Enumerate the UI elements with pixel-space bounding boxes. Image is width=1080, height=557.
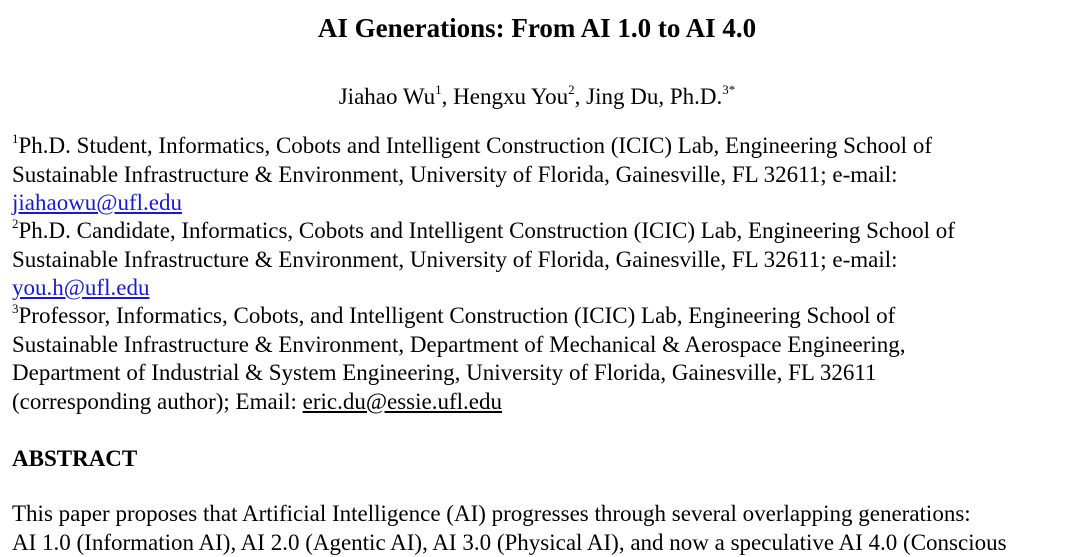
affiliation-text: Ph.D. Student, Informatics, Cobots and Intelligent Construction (ICIC) Lab, Engineering School of	[19, 133, 932, 158]
author-affiliation-marker: 1	[435, 82, 442, 97]
affiliation-marker: 1	[12, 131, 19, 146]
affiliation-text: Department of Industrial & System Engineering, University of Florida, Gainesville, FL 32611	[12, 360, 876, 385]
author-separator: ,	[442, 84, 454, 109]
affiliation-line	[12, 331, 1062, 360]
affiliation-line	[12, 246, 1062, 275]
author-name: Hengxu You	[453, 84, 568, 109]
affiliation-line	[12, 388, 1062, 417]
email-link[interactable]: you.h@ufl.edu	[12, 275, 149, 300]
affiliation-line	[12, 217, 1062, 246]
abstract-line: This paper proposes that Artificial Intelligence (AI) progresses through several overlapping generations:	[12, 500, 1062, 529]
author-separator: ,	[575, 84, 587, 109]
affiliation-2	[12, 217, 1062, 303]
affiliation-text: Ph.D. Candidate, Informatics, Cobots and Intelligent Construction (ICIC) Lab, Engineering School of	[19, 218, 955, 243]
abstract-heading: ABSTRACT	[12, 444, 137, 474]
affiliation-3	[12, 302, 1062, 416]
affiliation-text: (corresponding author); Email:	[12, 389, 303, 414]
author-name: Jing Du, Ph.D.	[586, 84, 722, 109]
affiliation-line	[12, 161, 1062, 190]
affiliation-line	[12, 132, 1062, 161]
affiliation-line	[12, 359, 1062, 388]
affiliation-marker: 2	[12, 216, 19, 231]
affiliation-line	[12, 189, 1062, 218]
affiliation-line	[12, 302, 1062, 331]
abstract-line: AI 1.0 (Information AI), AI 2.0 (Agentic AI), AI 3.0 (Physical AI), and now a speculative AI 4.0 (Conscious	[12, 529, 1062, 557]
affiliation-text: Sustainable Infrastructure & Environment, University of Florida, Gainesville, FL 32611; e-mail:	[12, 162, 898, 187]
email-link[interactable]: eric.du@essie.ufl.edu	[303, 389, 502, 414]
affiliation-text: Sustainable Infrastructure & Environment, Department of Mechanical & Aerospace Engineering,	[12, 332, 906, 357]
author-list	[12, 82, 1062, 112]
author-affiliation-marker: 3*	[722, 82, 735, 97]
email-link[interactable]: jiahaowu@ufl.edu	[12, 190, 182, 215]
affiliation-marker: 3	[12, 301, 19, 316]
author-name: Jiahao Wu	[339, 84, 435, 109]
author-affiliation-marker: 2	[568, 82, 575, 97]
affiliation-text: Professor, Informatics, Cobots, and Intelligent Construction (ICIC) Lab, Engineering School of	[19, 303, 896, 328]
affiliation-line	[12, 274, 1062, 303]
affiliation-1	[12, 132, 1062, 218]
abstract-body	[12, 500, 1062, 557]
affiliation-line-text	[12, 133, 932, 158]
paper-title: AI Generations: From AI 1.0 to AI 4.0	[12, 10, 1062, 46]
affiliation-text: Sustainable Infrastructure & Environment, University of Florida, Gainesville, FL 32611; e-mail:	[12, 247, 898, 272]
